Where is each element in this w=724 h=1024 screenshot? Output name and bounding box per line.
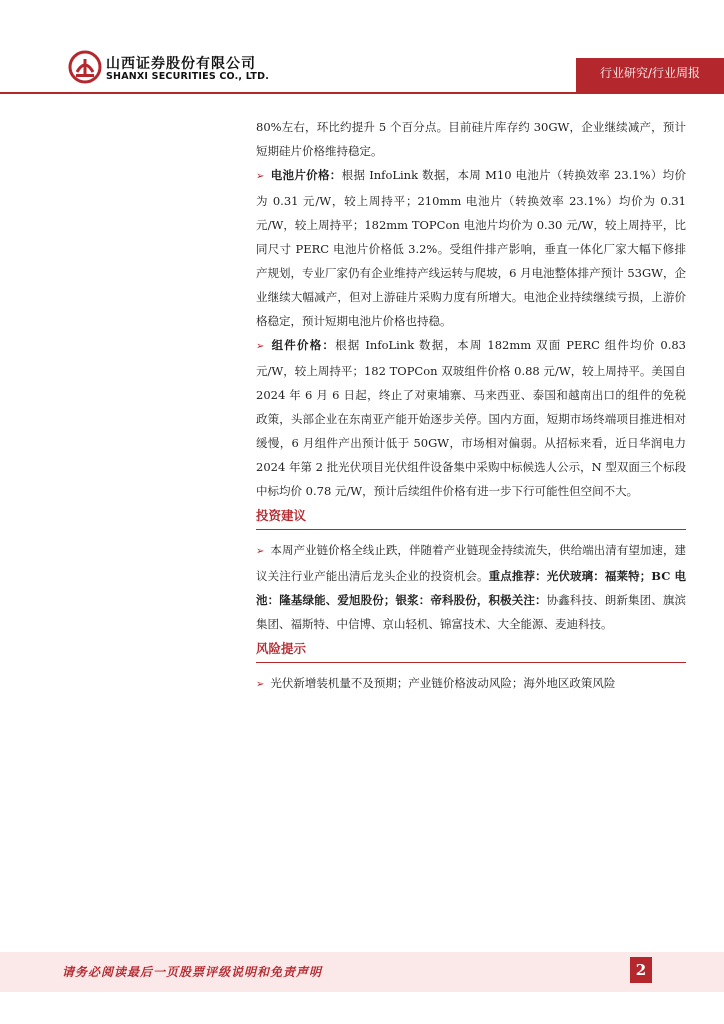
page-header [0, 0, 724, 96]
cell-price-label: 电池片价格： [270, 168, 342, 182]
watchlist-text: 协鑫科技、朗新集团、旗滨集团、福斯特、中信博、京山轻机、锦富技术、大全能源、麦迪科技。 [256, 593, 686, 631]
company-name-cn: 山西证券股份有限公司 [106, 56, 256, 72]
cell-price-paragraph [256, 163, 686, 333]
page-number: 2 [630, 957, 652, 983]
risk-warning-paragraph [256, 671, 686, 697]
risk-warning-heading: 风险提示 [256, 638, 686, 663]
module-price-text: 根据 InfoLink 数据，本周 182mm 双面 PERC 组件均价 0.83 元/W，较上周持平；182 TOPCon 双玻组件价格 0.88 元/W，较上周持平。美国自 2024 年 6 月 6 日起，终止了对柬埔寨、马来西亚、泰国和越南出口的组件的免税政策，头部企业在东南亚产能开始逐步关停。国内方面，短期市场终端项目推进相对缓慢，6 月组件产出预计低于 50GW，市场相对偏弱。从招标来看，近日华润电力 2024 年第 2 批光伏项目光伏组件设备集中采购中标候选人公示，N 型双面三个标段中标均价 0.78 元/W，预计后续组件价格有进一步下行可能性但空间不大。 [256, 338, 686, 498]
arrow-bullet-icon: ➢ [256, 679, 265, 690]
module-price-label: 组件价格： [270, 338, 336, 352]
module-price-paragraph [256, 333, 686, 503]
report-category-tag: 行业研究/行业周报 [576, 58, 724, 94]
arrow-bullet-icon: ➢ [256, 546, 265, 557]
page-footer [0, 952, 724, 992]
company-logo-icon [68, 50, 102, 84]
arrow-bullet-icon: ➢ [256, 341, 265, 352]
company-name-en: SHANXI SECURITIES CO., LTD. [106, 71, 270, 82]
investment-advice-text: 本周产业链价格全线止跌，伴随着产业链现金持续流失，供给端出清有望加速，建议关注行业产能出清后龙头企业的投资机会。 [256, 543, 686, 583]
disclaimer-notice: 请务必阅读最后一页股票评级说明和免责声明 [62, 965, 323, 979]
arrow-bullet-icon: ➢ [256, 171, 265, 182]
report-body [256, 115, 686, 697]
intro-paragraph: 80%左右，环比约提升 5 个百分点。目前硅片库存约 30GW，企业继续减产，预计短期硅片价格维持稳定。 [256, 120, 686, 158]
risk-warning-text: 光伏新增装机量不及预期；产业链价格波动风险；海外地区政策风险 [270, 676, 616, 690]
investment-advice-heading: 投资建议 [256, 505, 686, 530]
investment-advice-paragraph [256, 538, 686, 636]
key-recommendations: 重点推荐：光伏玻璃：福莱特；BC 电池：隆基绿能、爱旭股份；银浆：帝科股份，积极关注： [256, 569, 686, 607]
cell-price-text: 根据 InfoLink 数据，本周 M10 电池片（转换效率 23.1%）均价为 0.31 元/W，较上周持平；210mm 电池片（转换效率 23.1%）均价为 0.31 元/W，较上周持平；182mm TOPCon 电池片均价为 0.30 元/W，较上周持平，比同尺寸 PERC 电池片价格低 3.2%。受组件排产影响，垂直一体化厂家大幅下修排产规划，专业厂家仍有企业维持产线运转与爬坡，6 月电池整体排产预计 53GW，企业继续大幅减产，但对上游硅片采购力度有所增大。电池企业持续继续亏损，上游价格稳定，预计短期电池片价格也持稳。 [256, 168, 686, 328]
header-divider [0, 92, 724, 94]
